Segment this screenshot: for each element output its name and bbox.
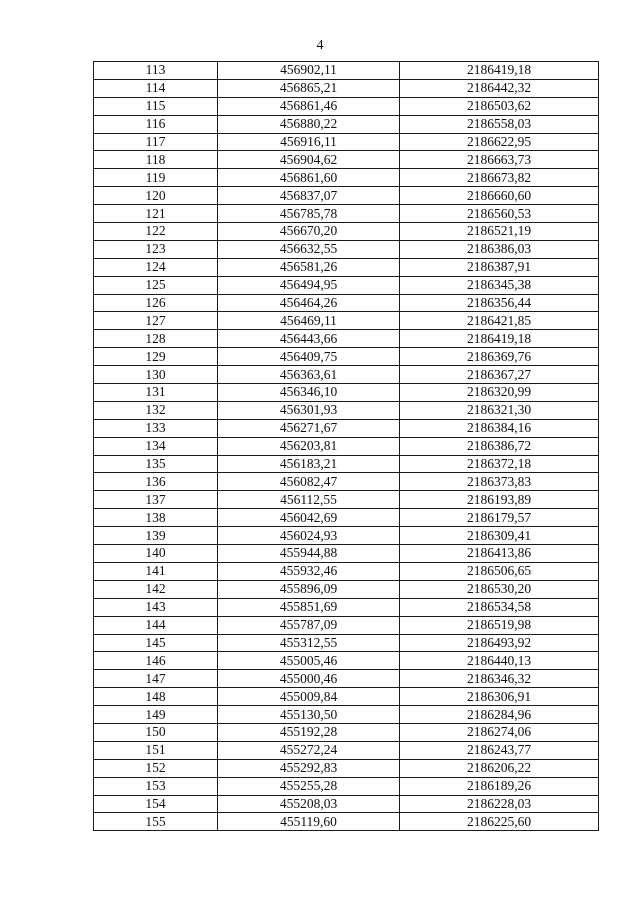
point-number-cell: 120 [94, 187, 218, 205]
point-number-cell: 115 [94, 97, 218, 115]
table-row [94, 634, 599, 652]
point-number-cell: 131 [94, 384, 218, 402]
point-number-cell: 119 [94, 169, 218, 187]
point-number-cell: 122 [94, 223, 218, 241]
table-row [94, 706, 599, 724]
x-coordinate-cell: 456861,60 [218, 169, 400, 187]
y-coordinate-cell: 2186309,41 [400, 527, 599, 545]
x-coordinate-cell: 455192,28 [218, 723, 400, 741]
y-coordinate-cell: 2186493,92 [400, 634, 599, 652]
y-coordinate-cell: 2186503,62 [400, 97, 599, 115]
y-coordinate-cell: 2186356,44 [400, 294, 599, 312]
y-coordinate-cell: 2186321,30 [400, 401, 599, 419]
table-row [94, 741, 599, 759]
point-number-cell: 125 [94, 276, 218, 294]
point-number-cell: 150 [94, 723, 218, 741]
table-row [94, 777, 599, 795]
y-coordinate-cell: 2186660,60 [400, 187, 599, 205]
table-row [94, 491, 599, 509]
point-number-cell: 129 [94, 348, 218, 366]
x-coordinate-cell: 455000,46 [218, 670, 400, 688]
y-coordinate-cell: 2186189,26 [400, 777, 599, 795]
x-coordinate-cell: 456346,10 [218, 384, 400, 402]
y-coordinate-cell: 2186519,98 [400, 616, 599, 634]
x-coordinate-cell: 456865,21 [218, 79, 400, 97]
point-number-cell: 137 [94, 491, 218, 509]
point-number-cell: 134 [94, 437, 218, 455]
table-row [94, 276, 599, 294]
x-coordinate-cell: 455851,69 [218, 598, 400, 616]
x-coordinate-cell: 455312,55 [218, 634, 400, 652]
point-number-cell: 124 [94, 258, 218, 276]
point-number-cell: 152 [94, 759, 218, 777]
table-row [94, 562, 599, 580]
x-coordinate-cell: 456785,78 [218, 205, 400, 223]
x-coordinate-cell: 456183,21 [218, 455, 400, 473]
point-number-cell: 143 [94, 598, 218, 616]
y-coordinate-cell: 2186386,72 [400, 437, 599, 455]
table-row [94, 115, 599, 133]
table-row [94, 652, 599, 670]
x-coordinate-cell: 455272,24 [218, 741, 400, 759]
x-coordinate-cell: 455932,46 [218, 562, 400, 580]
y-coordinate-cell: 2186274,06 [400, 723, 599, 741]
x-coordinate-cell: 456271,67 [218, 419, 400, 437]
y-coordinate-cell: 2186421,85 [400, 312, 599, 330]
table-row [94, 366, 599, 384]
point-number-cell: 151 [94, 741, 218, 759]
point-number-cell: 153 [94, 777, 218, 795]
y-coordinate-cell: 2186622,95 [400, 133, 599, 151]
point-number-cell: 155 [94, 813, 218, 831]
table-row [94, 688, 599, 706]
point-number-cell: 141 [94, 562, 218, 580]
table-row [94, 294, 599, 312]
table-row [94, 151, 599, 169]
point-number-cell: 148 [94, 688, 218, 706]
y-coordinate-cell: 2186320,99 [400, 384, 599, 402]
y-coordinate-cell: 2186384,16 [400, 419, 599, 437]
page-number: 4 [316, 38, 324, 53]
x-coordinate-cell: 456670,20 [218, 223, 400, 241]
x-coordinate-cell: 456203,81 [218, 437, 400, 455]
table-row [94, 384, 599, 402]
table-row [94, 62, 599, 80]
y-coordinate-cell: 2186206,22 [400, 759, 599, 777]
y-coordinate-cell: 2186228,03 [400, 795, 599, 813]
y-coordinate-cell: 2186179,57 [400, 509, 599, 527]
y-coordinate-cell: 2186243,77 [400, 741, 599, 759]
x-coordinate-cell: 456024,93 [218, 527, 400, 545]
x-coordinate-cell: 455208,03 [218, 795, 400, 813]
table-row [94, 813, 599, 831]
y-coordinate-cell: 2186560,53 [400, 205, 599, 223]
point-number-cell: 116 [94, 115, 218, 133]
x-coordinate-cell: 455255,28 [218, 777, 400, 795]
table-row [94, 169, 599, 187]
y-coordinate-cell: 2186367,27 [400, 366, 599, 384]
y-coordinate-cell: 2186386,03 [400, 240, 599, 258]
x-coordinate-cell: 456112,55 [218, 491, 400, 509]
x-coordinate-cell: 455130,50 [218, 706, 400, 724]
point-number-cell: 114 [94, 79, 218, 97]
table-row [94, 240, 599, 258]
table-row [94, 598, 599, 616]
table-row [94, 312, 599, 330]
y-coordinate-cell: 2186663,73 [400, 151, 599, 169]
x-coordinate-cell: 455119,60 [218, 813, 400, 831]
x-coordinate-cell: 456082,47 [218, 473, 400, 491]
y-coordinate-cell: 2186673,82 [400, 169, 599, 187]
point-number-cell: 113 [94, 62, 218, 80]
x-coordinate-cell: 456409,75 [218, 348, 400, 366]
point-number-cell: 139 [94, 527, 218, 545]
x-coordinate-cell: 456443,66 [218, 330, 400, 348]
point-number-cell: 123 [94, 240, 218, 258]
y-coordinate-cell: 2186369,76 [400, 348, 599, 366]
table-row [94, 348, 599, 366]
point-number-cell: 145 [94, 634, 218, 652]
point-number-cell: 140 [94, 545, 218, 563]
table-row [94, 133, 599, 151]
x-coordinate-cell: 456363,61 [218, 366, 400, 384]
y-coordinate-cell: 2186372,18 [400, 455, 599, 473]
table-row [94, 580, 599, 598]
x-coordinate-cell: 456042,69 [218, 509, 400, 527]
x-coordinate-cell: 455005,46 [218, 652, 400, 670]
x-coordinate-cell: 456494,95 [218, 276, 400, 294]
point-number-cell: 144 [94, 616, 218, 634]
y-coordinate-cell: 2186440,13 [400, 652, 599, 670]
x-coordinate-cell: 456301,93 [218, 401, 400, 419]
point-number-cell: 146 [94, 652, 218, 670]
x-coordinate-cell: 455896,09 [218, 580, 400, 598]
y-coordinate-cell: 2186521,19 [400, 223, 599, 241]
coordinates-table-body [94, 62, 599, 831]
y-coordinate-cell: 2186387,91 [400, 258, 599, 276]
table-row [94, 545, 599, 563]
table-row [94, 258, 599, 276]
point-number-cell: 136 [94, 473, 218, 491]
y-coordinate-cell: 2186442,32 [400, 79, 599, 97]
point-number-cell: 142 [94, 580, 218, 598]
point-number-cell: 135 [94, 455, 218, 473]
x-coordinate-cell: 456464,26 [218, 294, 400, 312]
point-number-cell: 154 [94, 795, 218, 813]
point-number-cell: 117 [94, 133, 218, 151]
point-number-cell: 149 [94, 706, 218, 724]
y-coordinate-cell: 2186284,96 [400, 706, 599, 724]
table-row [94, 509, 599, 527]
point-number-cell: 130 [94, 366, 218, 384]
x-coordinate-cell: 456904,62 [218, 151, 400, 169]
table-row [94, 330, 599, 348]
point-number-cell: 128 [94, 330, 218, 348]
x-coordinate-cell: 456916,11 [218, 133, 400, 151]
table-row [94, 187, 599, 205]
x-coordinate-cell: 456469,11 [218, 312, 400, 330]
coordinates-table [93, 61, 599, 831]
y-coordinate-cell: 2186345,38 [400, 276, 599, 294]
y-coordinate-cell: 2186346,32 [400, 670, 599, 688]
point-number-cell: 132 [94, 401, 218, 419]
y-coordinate-cell: 2186558,03 [400, 115, 599, 133]
table-row [94, 79, 599, 97]
point-number-cell: 127 [94, 312, 218, 330]
y-coordinate-cell: 2186306,91 [400, 688, 599, 706]
x-coordinate-cell: 456581,26 [218, 258, 400, 276]
x-coordinate-cell: 456861,46 [218, 97, 400, 115]
y-coordinate-cell: 2186413,86 [400, 545, 599, 563]
x-coordinate-cell: 455009,84 [218, 688, 400, 706]
x-coordinate-cell: 455787,09 [218, 616, 400, 634]
x-coordinate-cell: 456632,55 [218, 240, 400, 258]
point-number-cell: 121 [94, 205, 218, 223]
x-coordinate-cell: 455944,88 [218, 545, 400, 563]
table-row [94, 455, 599, 473]
y-coordinate-cell: 2186419,18 [400, 330, 599, 348]
point-number-cell: 138 [94, 509, 218, 527]
y-coordinate-cell: 2186530,20 [400, 580, 599, 598]
y-coordinate-cell: 2186373,83 [400, 473, 599, 491]
table-row [94, 527, 599, 545]
y-coordinate-cell: 2186534,58 [400, 598, 599, 616]
x-coordinate-cell: 456880,22 [218, 115, 400, 133]
table-row [94, 759, 599, 777]
y-coordinate-cell: 2186419,18 [400, 62, 599, 80]
point-number-cell: 147 [94, 670, 218, 688]
table-row [94, 205, 599, 223]
table-row [94, 473, 599, 491]
table-row [94, 97, 599, 115]
x-coordinate-cell: 455292,83 [218, 759, 400, 777]
y-coordinate-cell: 2186506,65 [400, 562, 599, 580]
y-coordinate-cell: 2186193,89 [400, 491, 599, 509]
table-row [94, 616, 599, 634]
point-number-cell: 126 [94, 294, 218, 312]
point-number-cell: 133 [94, 419, 218, 437]
x-coordinate-cell: 456837,07 [218, 187, 400, 205]
x-coordinate-cell: 456902,11 [218, 62, 400, 80]
table-row [94, 437, 599, 455]
y-coordinate-cell: 2186225,60 [400, 813, 599, 831]
table-row [94, 795, 599, 813]
table-row [94, 419, 599, 437]
table-row [94, 723, 599, 741]
point-number-cell: 118 [94, 151, 218, 169]
table-row [94, 670, 599, 688]
table-row [94, 401, 599, 419]
table-row [94, 223, 599, 241]
